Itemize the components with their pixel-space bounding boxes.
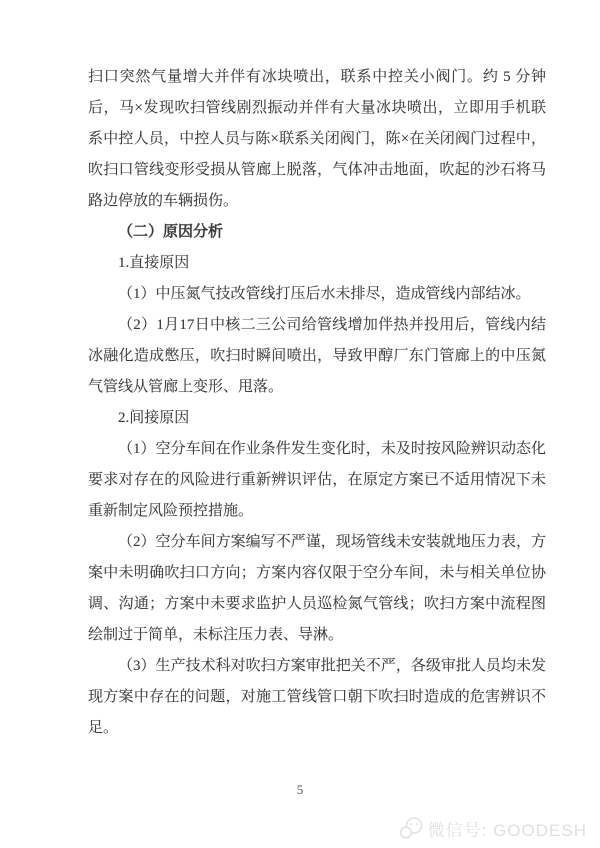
subheading-indirect-cause: 2.间接原因 [118,410,190,426]
page-footer [0,782,600,798]
indirect-cause-item-2: （2）空分车间方案编写不严谨，现场管线未安装就地压力表，方案中未明确吹扫口方向；方案内容仅限于空分车间，未与相关单位协调、沟通；方案中未要求监护人员巡检氮气管线；吹扫方案中流程图绘制过于简单，未标注压力表、导淋。 [88,534,546,643]
watermark-text: 微信号: GOODESH [427,821,587,840]
page-number: 5 [296,782,304,797]
wechat-smiley-icon [398,815,425,842]
indirect-cause-item-1: （1）空分车间在作业条件发生变化时，未及时按风险辨识动态化要求对存在的风险进行重新辨识评估，在原定方案已不适用情况下未重新制定风险预控措施。 [88,441,546,519]
direct-cause-item-1: （1）中压氮气技改管线打压后水未排尽，造成管线内部结冰。 [118,286,531,302]
document-body [88,62,546,744]
direct-cause-item-2: （2）1月17日中核二三公司给管线增加伴热并投用后，管线内结冰融化造成憋压，吹扫时瞬间喷出，导致甲醇厂东门管廊上的中压氮气管线从管廊上变形、甩落。 [88,317,546,395]
heading-cause-analysis: （二）原因分析 [118,224,224,240]
indirect-cause-item-3: （3）生产技术科对吹扫方案审批把关不严，各级审批人员均未发现方案中存在的问题，对施工管线管口朝下吹扫时造成的危害辨识不足。 [88,658,546,736]
watermark [398,815,587,842]
paragraph-incident-narrative: 扫口突然气量增大并伴有冰块喷出，联系中控关小阀门。约 5 分钟后，马×发现吹扫管线剧烈振动并伴有大量冰块喷出，立即用手机联系中控人员，中控人员与陈×联系关闭阀门，陈×在关闭阀门过程中，吹扫口管线变形受损从管廊上脱落，气体冲击地面，吹起的沙石将马路边停放的车辆损伤。 [88,69,546,209]
subheading-direct-cause: 1.直接原因 [118,255,190,271]
